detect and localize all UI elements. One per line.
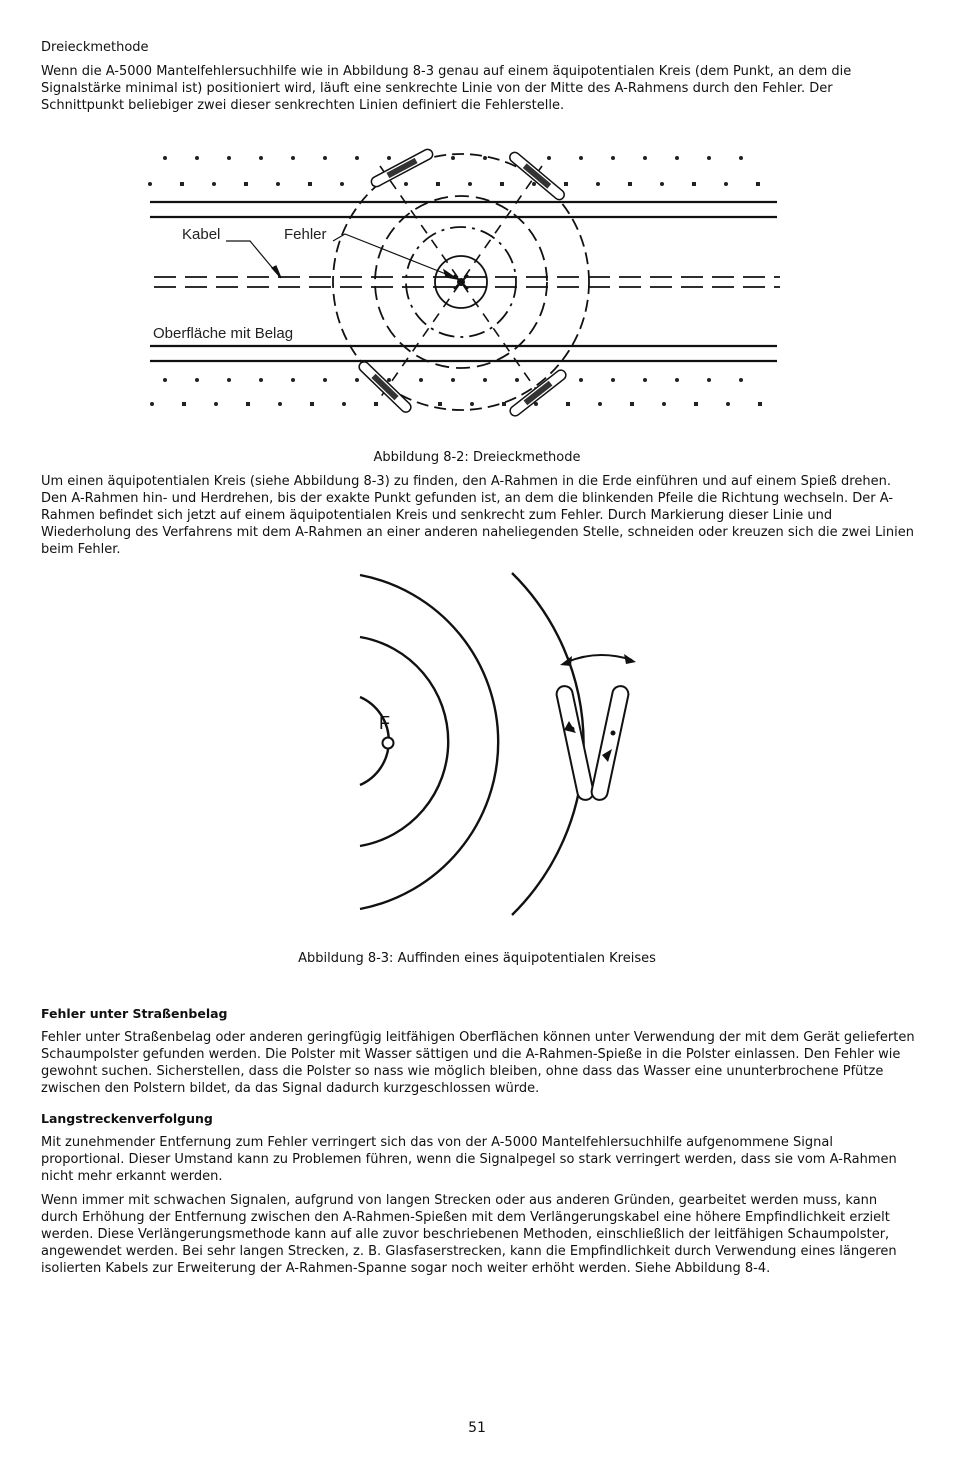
- dot-row: [148, 182, 760, 186]
- soil-dot: [515, 378, 519, 382]
- soil-dot: [675, 378, 679, 382]
- a-frame-probe: [508, 368, 568, 418]
- soil-dot: [278, 402, 282, 406]
- soil-dot: [724, 182, 728, 186]
- section-title-road-surface: Fehler unter Straßenbelag: [41, 1006, 228, 1021]
- soil-dot: [163, 156, 167, 160]
- soil-dot: [692, 182, 696, 186]
- a-frame-icon: [555, 685, 630, 802]
- long-distance-paragraph-1: Mit zunehmender Entfernung zum Fehler verringert sich das von der A-5000 Mantelfehlersuchhilfe aufgenommene Signal proportional. Dieser Umstand kann zu Problemen führen, wenn die Signalpegel so stark verringert werden, dass sie vom A-Rahmen nicht mehr erkannt werden.: [41, 1135, 897, 1184]
- label-surface: Oberfläche mit Belag: [153, 325, 294, 342]
- soil-dot: [323, 378, 327, 382]
- soil-dot: [694, 402, 698, 406]
- soil-dot: [532, 182, 536, 186]
- fault-label-f: F: [379, 713, 390, 733]
- a-frame-probe: [370, 148, 435, 189]
- road-surface-paragraph: Fehler unter Straßenbelag oder anderen geringfügig leitfähigen Oberflächen können unter Verwendung der mit dem Gerät gelieferten Schaumpolster gefunden werden. Die Polster mit Wasser sättigen und die A-Rahmen-Spieße in die Polster einlassen. Den Fehler wie gewohnt suchen. Sicherstellen, dass die Polster so nass wie möglich bleiben, ohne dass das Wasser eine ununterbrochene Pfütze zwischen den Polstern bildet, da das Signal dadurch kurzgeschlossen würde.: [41, 1030, 915, 1096]
- fault-marker: [454, 275, 468, 289]
- a-frame-probe: [508, 150, 567, 201]
- page-number: 51: [468, 1420, 486, 1436]
- soil-dot: [182, 402, 186, 406]
- triangle-method-paragraph: Wenn die A-5000 Mantelfehlersuchhilfe wie in Abbildung 8-3 genau auf einem äquipotentialen Kreis (dem Punkt, an dem die Signalstärke minimal ist) positioniert wird, läuft eine senkrechte Linie von der Mitte des A-Rahmens durch den Fehler. Der Schnittpunkt beliebiger zwei dieser senkrechten Linien definiert die Fehlerstelle.: [41, 64, 852, 113]
- soil-dot: [707, 156, 711, 160]
- soil-dot: [470, 402, 474, 406]
- soil-dot: [500, 182, 504, 186]
- soil-dot: [276, 182, 280, 186]
- soil-dot: [739, 378, 743, 382]
- soil-dot: [148, 182, 152, 186]
- soil-dot: [387, 156, 391, 160]
- soil-dot: [756, 182, 760, 186]
- soil-dot: [579, 378, 583, 382]
- soil-dot: [340, 182, 344, 186]
- soil-dot: [643, 378, 647, 382]
- soil-dot: [291, 378, 295, 382]
- label-fault: Fehler: [284, 226, 327, 243]
- soil-dot: [451, 378, 455, 382]
- soil-dot: [566, 402, 570, 406]
- soil-dot: [707, 378, 711, 382]
- equipotential-arc: [360, 575, 498, 909]
- soil-dot: [227, 156, 231, 160]
- figure-8-3-caption: Abbildung 8-3: Auffinden eines äquipotentialen Kreises: [298, 951, 656, 966]
- soil-dot: [611, 156, 615, 160]
- leader-line-cable: [226, 241, 281, 278]
- soil-dot: [212, 182, 216, 186]
- soil-dot: [404, 182, 408, 186]
- soil-dot: [355, 378, 359, 382]
- dot-row: [150, 402, 762, 406]
- dot-row: [163, 156, 743, 160]
- soil-dot: [244, 182, 248, 186]
- soil-dot: [675, 156, 679, 160]
- figure-equipotential-circle: [340, 565, 660, 925]
- soil-dot: [564, 182, 568, 186]
- soil-dot: [163, 378, 167, 382]
- a-frame-probe: [357, 360, 413, 414]
- soil-dot: [150, 402, 154, 406]
- section-title-long-distance: Langstreckenverfolgung: [41, 1111, 213, 1126]
- soil-dot: [387, 378, 391, 382]
- soil-dot: [342, 402, 346, 406]
- soil-dot: [611, 378, 615, 382]
- soil-dot: [195, 156, 199, 160]
- soil-dot: [726, 402, 730, 406]
- soil-dot: [758, 402, 762, 406]
- soil-dot: [259, 378, 263, 382]
- soil-dot: [596, 182, 600, 186]
- soil-dot: [323, 156, 327, 160]
- soil-dot: [355, 156, 359, 160]
- soil-dot: [628, 182, 632, 186]
- soil-dot: [259, 156, 263, 160]
- soil-dot: [246, 402, 250, 406]
- long-distance-paragraph-2: Wenn immer mit schwachen Signalen, aufgrund von langen Strecken oder aus anderen Gründen, gearbeitet werden muss, kann durch Erhöhung der Entfernung zwischen den A-Rahmen-Spießen mit dem Verlängerungskabel eine höhere Empfindlichkeit erzielt werden. Diese Verlängerungsmethode kann auf alle zuvor beschriebenen Methoden, einschließlich der leitfähigen Schaumpolster, angewendet werden. Bei sehr langen Strecken, z. B. Glasfaserstrecken, kann die Empfindlichkeit durch Verwendung eines längeren isolierten Kabels zur Erweiterung der A-Rahmen-Spanne sogar noch weiter erhöht werden. Siehe Abbildung 8-4.: [41, 1193, 897, 1276]
- figure-triangle-method: [140, 138, 790, 418]
- soil-dot: [579, 156, 583, 160]
- soil-dot: [547, 156, 551, 160]
- section-title-triangle-method: Dreieckmethode: [41, 40, 149, 55]
- figure-8-2-caption: Abbildung 8-2: Dreieckmethode: [373, 450, 581, 465]
- dot-row: [163, 378, 743, 382]
- leader-line-fault: [333, 234, 457, 279]
- rotation-arrow-icon: [560, 654, 636, 666]
- equipotential-paragraph: Um einen äquipotentialen Kreis (siehe Abbildung 8-3) zu finden, den A-Rahmen in die Erde einführen und auf einem Spieß drehen. Den A-Rahmen hin- und Herdrehen, bis der exakte Punkt gefunden ist, an dem die blinkenden Pfeile die Richtung wechseln. Der A-Rahmen befindet sich jetzt auf einem äquipotentialen Kreis und senkrecht zum Fehler. Durch Markierung dieser Linie und Wiederholung des Verfahrens mit dem A-Rahmen an einer anderen naheliegenden Stelle, schneiden oder kreuzen sich die zwei Linien beim Fehler.: [41, 474, 914, 557]
- soil-dot: [483, 378, 487, 382]
- soil-dot: [739, 156, 743, 160]
- equipotential-arc: [360, 637, 448, 846]
- soil-dot: [483, 156, 487, 160]
- soil-dot: [180, 182, 184, 186]
- soil-dot: [598, 402, 602, 406]
- fault-point-icon: [383, 738, 394, 749]
- soil-dot: [438, 402, 442, 406]
- soil-dot: [468, 182, 472, 186]
- soil-dot: [419, 378, 423, 382]
- soil-dot: [436, 182, 440, 186]
- soil-dot: [451, 156, 455, 160]
- soil-dot: [374, 402, 378, 406]
- soil-dot: [310, 402, 314, 406]
- soil-dot: [662, 402, 666, 406]
- soil-dot: [643, 156, 647, 160]
- soil-dot: [227, 378, 231, 382]
- soil-dot: [195, 378, 199, 382]
- soil-dot: [308, 182, 312, 186]
- soil-dot: [291, 156, 295, 160]
- soil-dot: [630, 402, 634, 406]
- label-cable: Kabel: [182, 226, 221, 243]
- soil-dot: [660, 182, 664, 186]
- soil-dot: [214, 402, 218, 406]
